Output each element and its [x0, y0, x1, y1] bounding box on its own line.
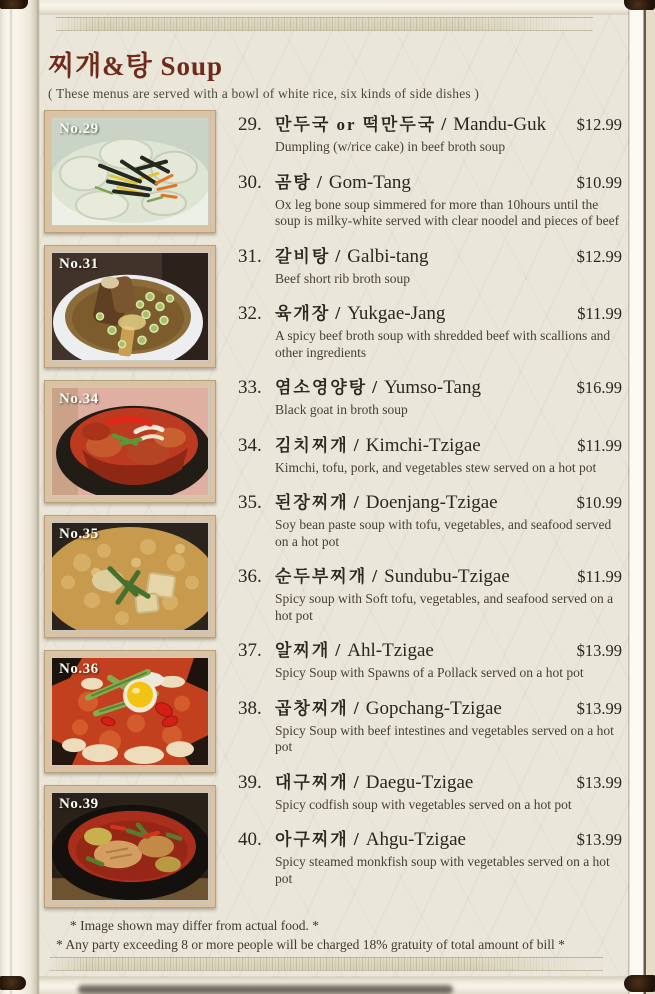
item-name-separator: / [353, 697, 359, 718]
item-price: $11.99 [577, 567, 622, 586]
item-number: 31. [238, 245, 262, 267]
item-name-korean: 곱창찌개 [275, 698, 349, 718]
item-number: 30. [238, 171, 262, 193]
item-name-english: Ahgu-Tzigae [365, 829, 466, 850]
photo-daegu-tzigae [44, 785, 216, 908]
item-name-separator: / [353, 492, 359, 512]
scroll-corner-bottom-left [0, 976, 26, 990]
menu-item-head [238, 299, 622, 325]
photo-doenjang-tzigae [44, 515, 216, 638]
item-name-english: Yukgae-Jang [347, 303, 446, 324]
item-name-english: Kimchi-Tzigae [365, 434, 481, 456]
item-price: $13.99 [576, 641, 622, 660]
item-price: $13.99 [576, 830, 622, 849]
menu-item-head [238, 768, 622, 794]
item-price: $12.99 [576, 246, 622, 266]
photo-label: No.39 [59, 796, 99, 812]
menu-item [238, 168, 622, 230]
item-description: Kimchi, tofu, pork, and vegetables stew served on a hot pot [275, 459, 597, 475]
item-name-separator: / [335, 245, 341, 266]
item-name-korean: 염소영양탕 [275, 378, 368, 397]
menu-item [238, 636, 622, 682]
menu-item-head [238, 825, 622, 851]
item-price: $10.99 [576, 493, 622, 512]
sundubu-tzigae-image [51, 657, 209, 766]
photo-label: No.36 [59, 661, 99, 677]
menu-item-head [238, 373, 622, 399]
item-name-english: Gom-Tang [328, 171, 411, 193]
menu-item [238, 694, 622, 756]
item-name-separator: / [353, 829, 359, 849]
scroll-edge-right [628, 0, 655, 994]
item-number: 37. [238, 640, 262, 661]
galbi-tang-image [51, 252, 209, 361]
woven-band-top [56, 17, 593, 31]
menu-item [238, 299, 622, 361]
item-name-english: Ahl-Tzigae [347, 640, 434, 661]
item-description: Spicy Soup with Spawns of a Pollack served on a hot pot [275, 665, 584, 680]
footer-note-gratuity: * Any party exceeding 8 or more people will be charged 18% gratuity of total amount of bill * [56, 937, 565, 952]
item-price: $12.99 [576, 115, 622, 134]
item-name-english: Sundubu-Tzigae [384, 566, 510, 587]
menu-item [238, 110, 622, 156]
item-price: $10.99 [576, 172, 622, 192]
scroll-edge-left [0, 0, 40, 994]
section-header [48, 44, 608, 102]
item-name-separator: / [372, 566, 378, 586]
item-description: A spicy beef broth soup with shredded beef with scallions and other ingredients [275, 328, 611, 360]
item-price: $13.99 [576, 698, 622, 718]
item-name-english: Yumso-Tang [384, 377, 481, 398]
photo-column [44, 110, 216, 920]
doenjang-tzigae-image [51, 522, 209, 631]
section-subtitle: ( These menus are served with a bowl of white rice, six kinds of side dishes ) [48, 86, 480, 101]
scroll-edge-top [0, 0, 655, 15]
kimchi-tzigae-image [51, 387, 209, 496]
scroll-bottom-shadow [78, 985, 453, 994]
item-price: $11.99 [577, 435, 622, 455]
item-name-korean: 대구찌개 [275, 772, 349, 792]
item-number: 29. [238, 114, 262, 135]
item-number: 36. [238, 566, 262, 587]
photo-kimchi-tzigae [44, 380, 216, 503]
item-name-english: Galbi-tang [347, 245, 429, 267]
item-number: 35. [238, 492, 262, 513]
photo-mandu-guk [44, 110, 216, 233]
item-name-korean: 만두국 or 떡만두국 [275, 115, 437, 134]
menu-item [238, 242, 622, 288]
menu-item [238, 373, 622, 419]
footer-note-image-disclaimer: * Image shown may differ from actual food. * [70, 918, 320, 933]
item-name-separator: / [316, 171, 322, 192]
menu-item [238, 825, 622, 887]
menu-item-head [238, 431, 622, 457]
item-description: Black goat in broth soup [275, 402, 408, 417]
woven-band-bottom [50, 957, 603, 971]
item-name-separator: / [353, 771, 359, 792]
item-description: Beef short rib broth soup [275, 270, 410, 286]
item-name-korean: 알찌개 [275, 641, 331, 660]
item-name-korean: 된장찌개 [275, 493, 349, 512]
item-name-korean: 김치찌개 [275, 435, 349, 455]
photo-galbi-tang [44, 245, 216, 368]
item-name-korean: 곰탕 [275, 172, 312, 192]
menu-item-head [238, 694, 622, 720]
item-name-english: Doenjang-Tzigae [365, 492, 498, 513]
menu-list [238, 110, 622, 899]
item-description: Soy bean paste soup with tofu, vegetables, and seafood served on a hot pot [275, 517, 612, 549]
item-description: Ox leg bone soup simmered for more than 10hours until the soup is milky-white served with clear noodel and pieces of beef [275, 196, 620, 228]
item-name-korean: 아구찌개 [275, 830, 349, 849]
menu-item-head [238, 242, 622, 268]
footer-notes [56, 916, 616, 954]
menu-item [238, 431, 622, 477]
item-description: Spicy Soup with beef intestines and vegetables served on a hot pot [275, 722, 614, 754]
section-title: 찌개&탕 Soup [48, 51, 224, 81]
item-price: $11.99 [577, 304, 622, 323]
menu-item-head [238, 168, 622, 194]
item-name-separator: / [335, 303, 341, 323]
item-name-separator: / [353, 434, 359, 455]
item-number: 34. [238, 434, 262, 456]
item-price: $16.99 [576, 378, 622, 397]
item-name-separator: / [441, 114, 447, 134]
item-name-separator: / [335, 640, 341, 660]
item-name-separator: / [372, 377, 378, 397]
photo-label: No.31 [59, 256, 99, 272]
menu-item-head [238, 636, 622, 662]
menu-item [238, 768, 622, 814]
item-name-english: Gopchang-Tzigae [365, 697, 502, 719]
item-price: $13.99 [576, 772, 622, 792]
photo-label: No.35 [59, 526, 99, 542]
item-name-korean: 육개장 [275, 304, 331, 323]
item-number: 38. [238, 697, 262, 719]
item-name-korean: 갈비탕 [275, 246, 331, 266]
photo-label: No.34 [59, 391, 99, 407]
photo-label: No.29 [59, 121, 99, 137]
daegu-tzigae-image [51, 792, 209, 901]
item-name-korean: 순두부찌개 [275, 567, 368, 586]
item-description: Spicy soup with Soft tofu, vegetables, and seafood served on a hot pot [275, 591, 614, 623]
item-number: 32. [238, 303, 262, 324]
menu-item [238, 488, 622, 550]
item-number: 40. [238, 829, 262, 850]
scroll-corner-bottom-right [624, 975, 655, 992]
item-name-english: Mandu-Guk [453, 114, 547, 135]
menu-item [238, 562, 622, 624]
mandu-guk-image [51, 117, 209, 226]
menu-item-head [238, 488, 622, 514]
menu-item-head [238, 562, 622, 588]
item-name-english: Daegu-Tzigae [365, 771, 474, 793]
item-description: Spicy codfish soup with vegetables served on a hot pot [275, 796, 572, 812]
item-number: 33. [238, 377, 262, 398]
item-description: Dumpling (w/rice cake) in beef broth soup [275, 139, 506, 154]
item-number: 39. [238, 771, 262, 793]
photo-sundubu-tzigae [44, 650, 216, 773]
scroll-corner-top-right [624, 0, 655, 10]
scroll-corner-top-left [0, 0, 28, 9]
menu-item-head [238, 110, 622, 136]
item-description: Spicy steamed monkfish soup with vegetables served on a hot pot [275, 854, 610, 886]
